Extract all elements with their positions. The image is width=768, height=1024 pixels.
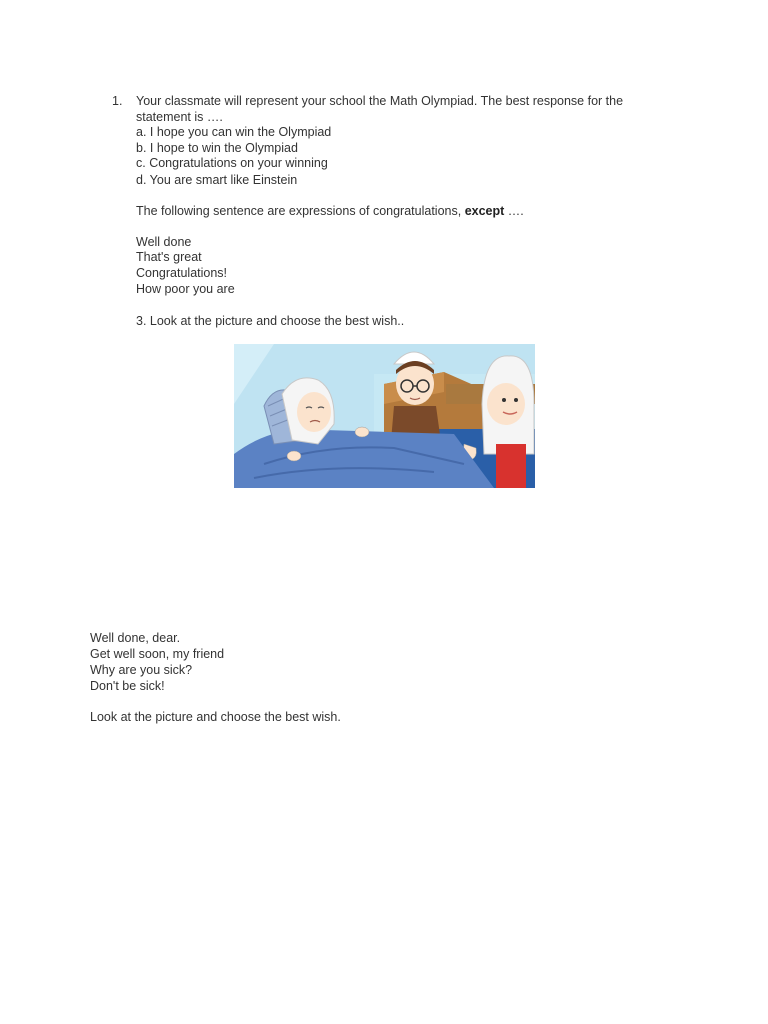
question-1-text-line2: statement is ….: [136, 110, 223, 124]
question-2-option: How poor you are: [136, 282, 235, 296]
question-3-option: Don't be sick!: [90, 679, 165, 693]
question-2-prompt: [136, 204, 524, 219]
sick-friend-illustration: [234, 344, 535, 488]
question-1-number: 1.: [112, 94, 123, 108]
question-2-option: Well done: [136, 235, 192, 249]
question-1-option-c: c. Congratulations on your winning: [136, 156, 328, 170]
question-1-option-a: a. I hope you can win the Olympiad: [136, 125, 332, 139]
question-3-prompt: 3. Look at the picture and choose the best wish..: [136, 314, 405, 328]
question-2-option: That's great: [136, 250, 202, 264]
question-3-option: Get well soon, my friend: [90, 647, 225, 661]
question-2-prompt-text: The following sentence are expressions of congratulations,: [136, 204, 462, 218]
question-1-option-b: b. I hope to win the Olympiad: [136, 141, 298, 155]
question-1-text-line1: Your classmate will represent your school the Math Olympiad. The best response for the: [136, 94, 624, 108]
question-4-prompt: Look at the picture and choose the best wish.: [90, 710, 341, 724]
question-2-prompt-ellipsis: ….: [507, 204, 524, 218]
question-1-option-d: d. You are smart like Einstein: [136, 173, 298, 187]
question-2-prompt-bold: except: [464, 204, 505, 218]
question-3-option: Well done, dear.: [90, 631, 181, 645]
question-3-option: Why are you sick?: [90, 663, 193, 677]
question-2-option: Congratulations!: [136, 266, 228, 280]
